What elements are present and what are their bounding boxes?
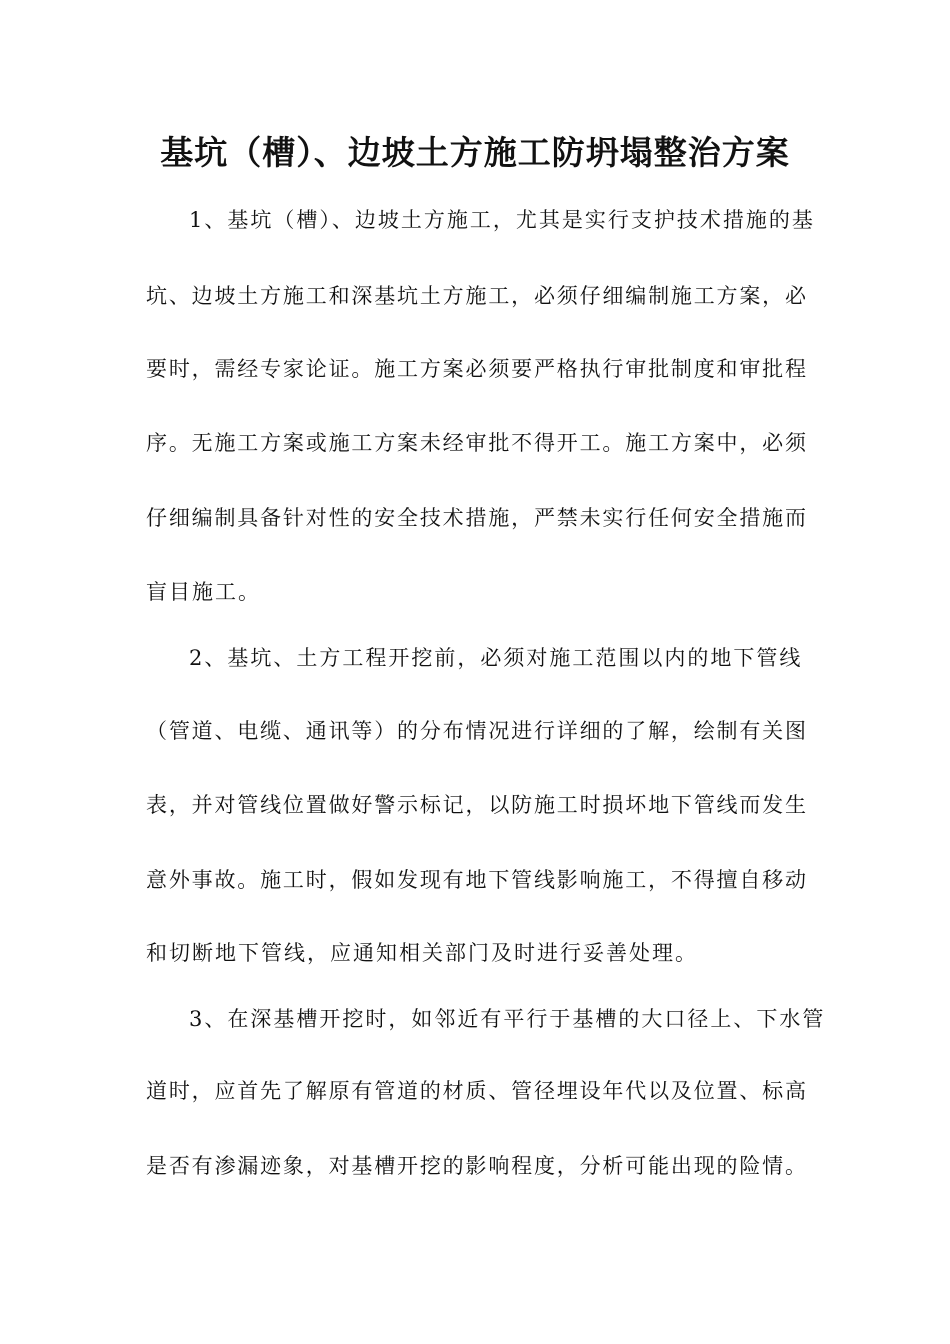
paragraph-1-line-4: 序。无施工方案或施工方案未经审批不得开工。施工方案中，必须 — [146, 431, 806, 455]
paragraph-3-line-2: 道时，应首先了解原有管道的材质、管径埋设年代以及位置、标高 — [146, 1079, 806, 1103]
paragraph-2-line-1: 2、基坑、土方工程开挖前，必须对施工范围以内的地下管线 — [189, 646, 803, 670]
paragraph-3-line-3: 是否有渗漏迹象，对基槽开挖的影响程度，分析可能出现的险情。 — [146, 1154, 806, 1178]
paragraph-1-line-6: 盲目施工。 — [146, 580, 261, 604]
paragraph-1-line-3: 要时，需经专家论证。施工方案必须要严格执行审批制度和审批程 — [146, 357, 806, 381]
paragraph-2-line-3: 表，并对管线位置做好警示标记，以防施工时损坏地下管线而发生 — [146, 793, 806, 817]
paragraph-2-line-2: （管道、电缆、通讯等）的分布情况进行详细的了解，绘制有关图 — [146, 719, 806, 743]
paragraph-2-line-5: 和切断地下管线，应通知相关部门及时进行妥善处理。 — [146, 941, 698, 965]
paragraph-1-line-2: 坑、边坡土方施工和深基坑土方施工，必须仔细编制施工方案，必 — [146, 284, 806, 308]
paragraph-2-line-4: 意外事故。施工时，假如发现有地下管线影响施工，不得擅自移动 — [146, 868, 806, 892]
document-title: 基坑（槽）、边坡土方施工防坍塌整治方案 — [160, 133, 790, 172]
paragraph-1-line-1: 1、基坑（槽）、边坡土方施工，尤其是实行支护技术措施的基 — [189, 208, 815, 232]
paragraph-3-line-1: 3、在深基槽开挖时，如邻近有平行于基槽的大口径上、下水管 — [189, 1007, 826, 1031]
paragraph-1-line-5: 仔细编制具备针对性的安全技术措施，严禁未实行任何安全措施而 — [146, 506, 806, 530]
